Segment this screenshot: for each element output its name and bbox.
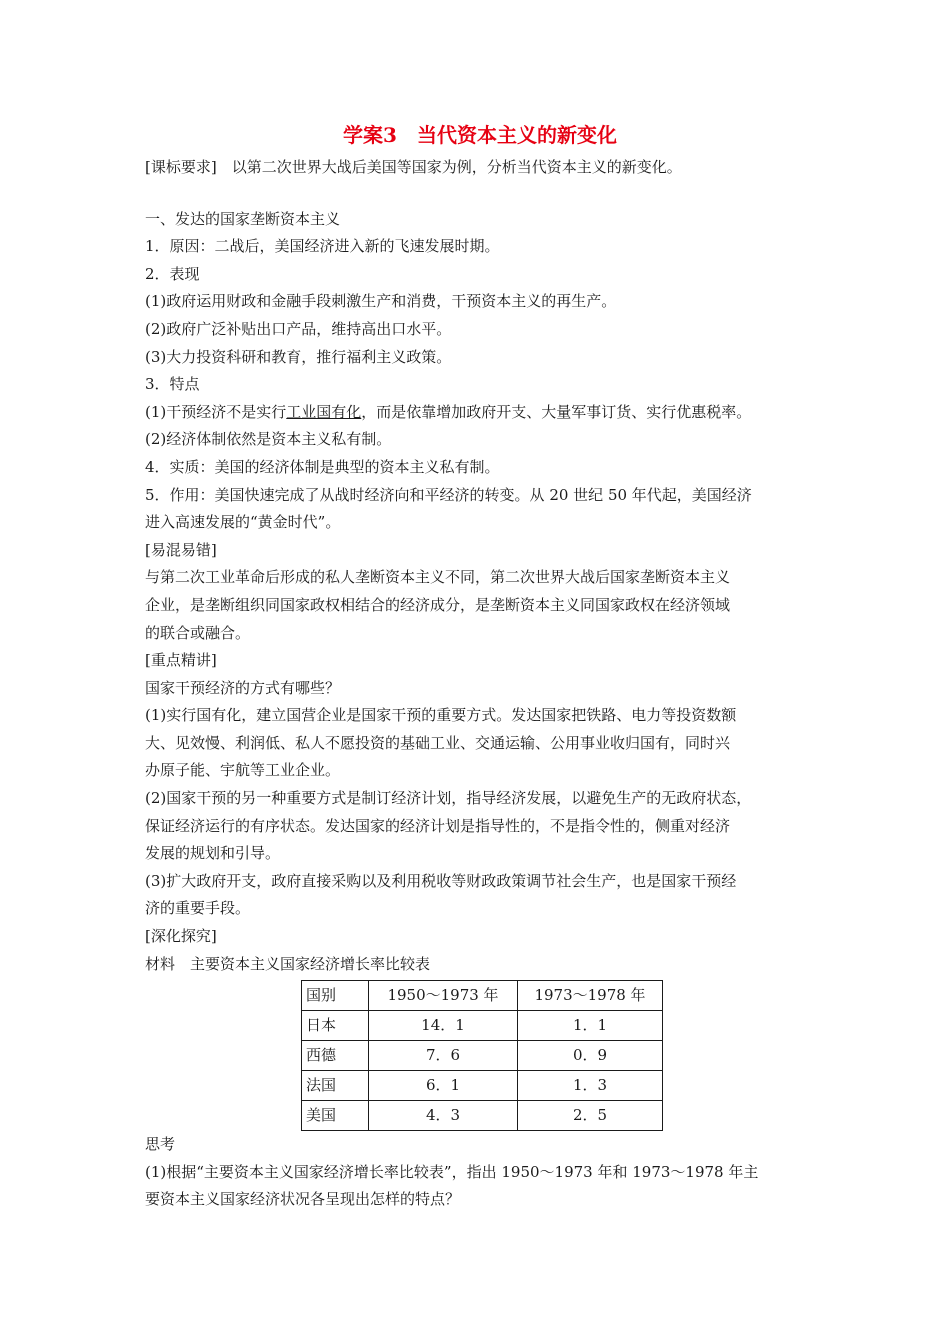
section-heading: 一、发达的国家垄断资本主义 bbox=[145, 209, 341, 228]
manifest-heading: 2．表现 bbox=[145, 264, 200, 283]
table-header-cell: 1973～1978 年 bbox=[518, 981, 663, 1011]
table-row bbox=[302, 1011, 663, 1041]
table-cell: 6．1 bbox=[369, 1071, 518, 1101]
table-row bbox=[302, 1071, 663, 1101]
table-cell: 美国 bbox=[302, 1101, 369, 1131]
page-title: 学案3 当代资本主义的新变化 bbox=[343, 123, 617, 147]
explore-heading: [深化探究] bbox=[145, 927, 217, 946]
table-row bbox=[302, 1041, 663, 1071]
table-header-row bbox=[302, 981, 663, 1011]
think-question: (1)根据“主要资本主义国家经济增长率比较表”，指出 1950～1973 年和 1973～1978 年主 bbox=[145, 1162, 759, 1181]
key-line: (3)扩大政府开支，政府直接采购以及利用税收等财政政策调节社会生产，也是国家干预经 bbox=[145, 871, 737, 890]
underlined-term: 工业国有化 bbox=[286, 402, 362, 421]
table-cell: 0．9 bbox=[518, 1041, 663, 1071]
confusion-line: 与第二次工业革命后形成的私人垄断资本主义不同，第二次世界大战后国家垄断资本主义 bbox=[145, 568, 731, 587]
effect-line: 5．作用：美国快速完成了从战时经济向和平经济的转变。从 20 世纪 50 年代起，美国经济 bbox=[145, 485, 752, 504]
table-cell: 1．3 bbox=[518, 1071, 663, 1101]
curriculum-requirement: [课标要求] 以第二次世界大战后美国等国家为例，分析当代资本主义的新变化。 bbox=[145, 158, 682, 176]
manifest-item: (2)政府广泛补贴出口产品，维持高出口水平。 bbox=[145, 319, 452, 338]
feature-text: ，而是依靠增加政府开支、大量军事订货、实行优惠税率。 bbox=[361, 402, 752, 421]
essence-line: 4．实质：美国的经济体制是典型的资本主义私有制。 bbox=[145, 457, 500, 476]
confusion-line: 企业，是垄断组织同国家政权相结合的经济成分，是垄断资本主义同国家政权在经济领域 bbox=[145, 595, 731, 614]
table-cell: 法国 bbox=[302, 1071, 369, 1101]
key-line: (1)实行国有化，建立国营企业是国家干预的重要方式。发达国家把铁路、电力等投资数额 bbox=[145, 706, 737, 725]
growth-rate-table bbox=[301, 980, 663, 1131]
table-cell: 7．6 bbox=[369, 1041, 518, 1071]
table-cell: 1．1 bbox=[518, 1011, 663, 1041]
key-line: (2)国家干预的另一种重要方式是制订经济计划，指导经济发展，以避免生产的无政府状态， bbox=[145, 789, 752, 808]
key-line: 大、见效慢、利润低、私人不愿投资的基础工业、交通运输、公用事业收归国有，同时兴 bbox=[145, 733, 731, 752]
feature-item bbox=[145, 399, 815, 427]
key-line: 济的重要手段。 bbox=[145, 899, 251, 918]
think-heading: 思考 bbox=[145, 1135, 176, 1154]
feature-item: (2)经济体制依然是资本主义私有制。 bbox=[145, 430, 392, 449]
key-heading: [重点精讲] bbox=[145, 651, 217, 670]
key-line: 办原子能、宇航等工业企业。 bbox=[145, 761, 341, 780]
document-body bbox=[145, 118, 815, 1214]
feature-heading: 3．特点 bbox=[145, 375, 200, 394]
table-cell: 2．5 bbox=[518, 1101, 663, 1131]
key-line: 发展的规划和引导。 bbox=[145, 844, 281, 863]
key-line: 保证经济运行的有序状态。发达国家的经济计划是指导性的，不是指令性的，侧重对经济 bbox=[145, 816, 731, 835]
table-header-cell: 国别 bbox=[302, 981, 369, 1011]
cause-line: 1．原因：二战后，美国经济进入新的飞速发展时期。 bbox=[145, 237, 500, 256]
table-cell: 14．1 bbox=[369, 1011, 518, 1041]
table-cell: 4．3 bbox=[369, 1101, 518, 1131]
think-question: 要资本主义国家经济状况各呈现出怎样的特点？ bbox=[145, 1190, 461, 1209]
blank-line bbox=[145, 182, 815, 206]
confusion-line: 的联合或融合。 bbox=[145, 623, 251, 642]
material-caption: 材料 主要资本主义国家经济增长率比较表 bbox=[145, 954, 431, 973]
table-row bbox=[302, 1101, 663, 1131]
confusion-heading: [易混易错] bbox=[145, 540, 217, 559]
table-cell: 西德 bbox=[302, 1041, 369, 1071]
table-header-cell: 1950～1973 年 bbox=[369, 981, 518, 1011]
manifest-item: (1)政府运用财政和金融手段刺激生产和消费，干预资本主义的再生产。 bbox=[145, 292, 617, 311]
manifest-item: (3)大力投资科研和教育，推行福利主义政策。 bbox=[145, 347, 452, 366]
effect-line: 进入高速发展的“黄金时代”。 bbox=[145, 513, 341, 532]
key-question: 国家干预经济的方式有哪些？ bbox=[145, 678, 341, 697]
feature-text: (1)干预经济不是实行 bbox=[145, 402, 287, 421]
table-cell: 日本 bbox=[302, 1011, 369, 1041]
